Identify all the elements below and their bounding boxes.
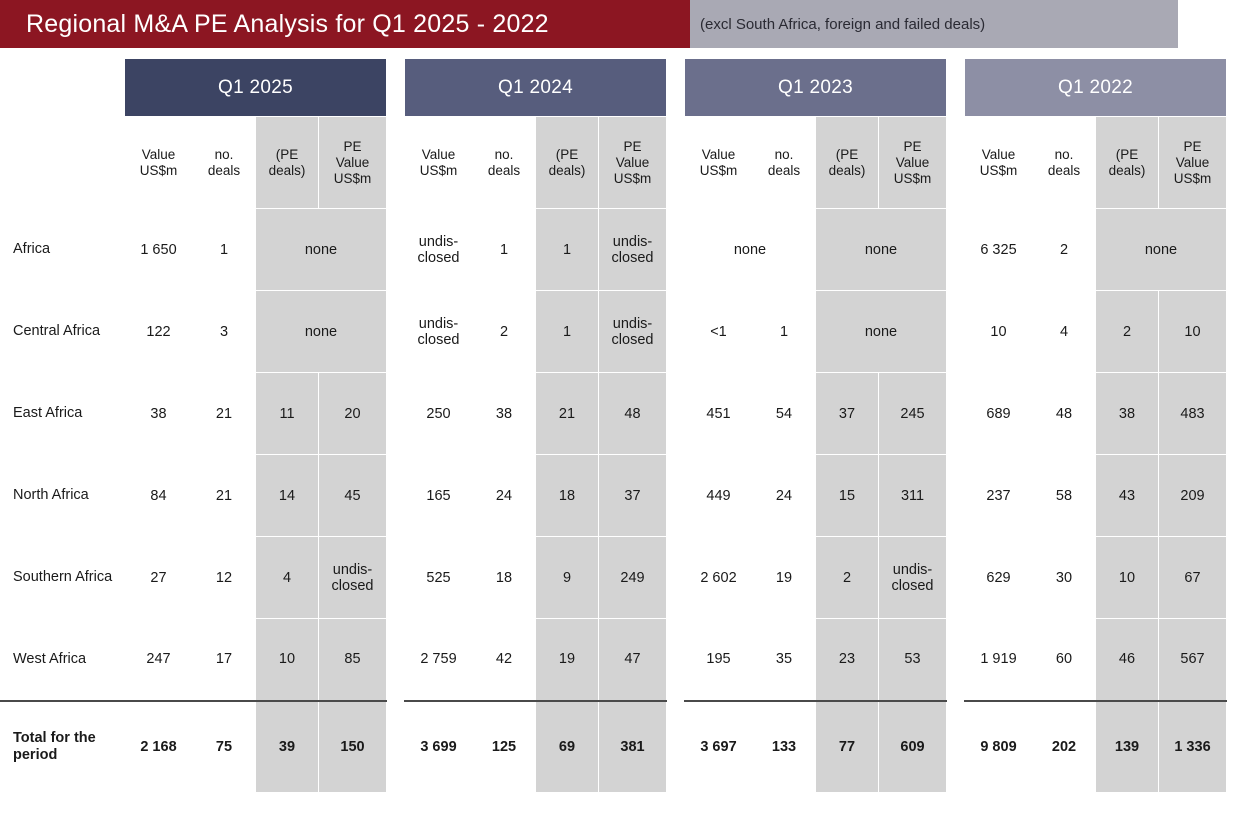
cell-2024-value: undis- closed bbox=[405, 291, 473, 373]
cell-2023-value: <1 bbox=[685, 291, 753, 373]
cell-2022-value: 1 919 bbox=[965, 619, 1033, 701]
spacer-3 bbox=[947, 59, 965, 117]
spacer-2 bbox=[667, 59, 685, 117]
cell-2023-pe-deals: 15 bbox=[816, 455, 879, 537]
row-label-central-africa: Central Africa bbox=[1, 291, 125, 373]
cell-2025-deals: 21 bbox=[193, 455, 256, 537]
total-2022-pe-value: 1 336 bbox=[1159, 701, 1227, 793]
total-2025-pe-value: 150 bbox=[319, 701, 387, 793]
total-2022-pe-deals: 139 bbox=[1096, 701, 1159, 793]
cell-2025-value: 84 bbox=[125, 455, 193, 537]
cell-2024-deals: 1 bbox=[473, 209, 536, 291]
cell-2025-value: 38 bbox=[125, 373, 193, 455]
cell-2023-pe-deals: 23 bbox=[816, 619, 879, 701]
cell-2025-pe-deals: 11 bbox=[256, 373, 319, 455]
spacer bbox=[387, 455, 405, 537]
cell-2025-value: 27 bbox=[125, 537, 193, 619]
cell-2022-pe-deals: 38 bbox=[1096, 373, 1159, 455]
cell-2024-value: 250 bbox=[405, 373, 473, 455]
cell-2022-deals: 2 bbox=[1033, 209, 1096, 291]
total-2024-deals: 125 bbox=[473, 701, 536, 793]
cell-2025-pe-merged: none bbox=[256, 291, 387, 373]
cell-2024-deals: 24 bbox=[473, 455, 536, 537]
cell-2023-deals: 35 bbox=[753, 619, 816, 701]
spacer-2b bbox=[667, 117, 685, 209]
column-header-row bbox=[1, 117, 1227, 209]
header-pe-value-q1-2024: PE Value US$m bbox=[599, 117, 667, 209]
cell-2023-pe-merged: none bbox=[816, 291, 947, 373]
header-deals-q1-2025: no. deals bbox=[193, 117, 256, 209]
cell-2025-pe-value: undis- closed bbox=[319, 537, 387, 619]
cell-2025-deals: 12 bbox=[193, 537, 256, 619]
cell-2025-pe-deals: 4 bbox=[256, 537, 319, 619]
cell-2024-deals: 38 bbox=[473, 373, 536, 455]
cell-2022-pe-value: 209 bbox=[1159, 455, 1227, 537]
spacer-1 bbox=[387, 59, 405, 117]
table-row bbox=[1, 619, 1227, 701]
cell-2023-pe-merged: none bbox=[816, 209, 947, 291]
cell-2025-value: 247 bbox=[125, 619, 193, 701]
period-header-q1-2025: Q1 2025 bbox=[125, 59, 387, 117]
header-pe-deals-q1-2022: (PE deals) bbox=[1096, 117, 1159, 209]
cell-2025-pe-deals: 14 bbox=[256, 455, 319, 537]
row-label-total: Total for the period bbox=[1, 701, 125, 793]
cell-2025-deals: 1 bbox=[193, 209, 256, 291]
spacer bbox=[667, 537, 685, 619]
cell-2022-pe-deals: 43 bbox=[1096, 455, 1159, 537]
cell-2023-value: 451 bbox=[685, 373, 753, 455]
corner-cell bbox=[1, 59, 125, 117]
header-pe-value-q1-2022: PE Value US$m bbox=[1159, 117, 1227, 209]
spacer bbox=[947, 701, 965, 793]
cell-2025-pe-value: 45 bbox=[319, 455, 387, 537]
cell-2024-pe-value: undis- closed bbox=[599, 209, 667, 291]
cell-2022-deals: 60 bbox=[1033, 619, 1096, 701]
cell-2022-value: 629 bbox=[965, 537, 1033, 619]
table-row bbox=[1, 537, 1227, 619]
cell-2022-deals: 48 bbox=[1033, 373, 1096, 455]
total-2022-deals: 202 bbox=[1033, 701, 1096, 793]
cell-2024-pe-value: 249 bbox=[599, 537, 667, 619]
cell-2024-pe-deals: 9 bbox=[536, 537, 599, 619]
table-row-total bbox=[1, 701, 1227, 793]
spacer bbox=[667, 619, 685, 701]
header-pe-value-q1-2025: PE Value US$m bbox=[319, 117, 387, 209]
cell-2022-pe-deals: 2 bbox=[1096, 291, 1159, 373]
spacer bbox=[667, 455, 685, 537]
total-2025-deals: 75 bbox=[193, 701, 256, 793]
row-label-west-africa: West Africa bbox=[1, 619, 125, 701]
cell-2022-pe-deals: 10 bbox=[1096, 537, 1159, 619]
cell-2024-pe-value: 48 bbox=[599, 373, 667, 455]
cell-2024-pe-deals: 21 bbox=[536, 373, 599, 455]
cell-2024-value: 2 759 bbox=[405, 619, 473, 701]
cell-2023-pe-deals: 37 bbox=[816, 373, 879, 455]
header-deals-q1-2024: no. deals bbox=[473, 117, 536, 209]
total-2022-value: 9 809 bbox=[965, 701, 1033, 793]
cell-2024-value: 525 bbox=[405, 537, 473, 619]
spacer bbox=[667, 291, 685, 373]
title-bar bbox=[0, 0, 1178, 48]
table-row bbox=[1, 373, 1227, 455]
spacer-3b bbox=[947, 117, 965, 209]
period-header-row bbox=[1, 59, 1227, 117]
cell-2022-pe-value: 483 bbox=[1159, 373, 1227, 455]
cell-2025-pe-value: 85 bbox=[319, 619, 387, 701]
row-label-southern-africa: Southern Africa bbox=[1, 537, 125, 619]
cell-2022-pe-value: 67 bbox=[1159, 537, 1227, 619]
table-row bbox=[1, 455, 1227, 537]
spacer bbox=[387, 619, 405, 701]
cell-2024-value: 165 bbox=[405, 455, 473, 537]
header-pe-deals-q1-2025: (PE deals) bbox=[256, 117, 319, 209]
cell-2023-value: 449 bbox=[685, 455, 753, 537]
cell-2025-deals: 21 bbox=[193, 373, 256, 455]
spacer bbox=[667, 701, 685, 793]
cell-2024-value: undis- closed bbox=[405, 209, 473, 291]
spacer bbox=[387, 537, 405, 619]
period-header-q1-2024: Q1 2024 bbox=[405, 59, 667, 117]
header-pe-value-q1-2023: PE Value US$m bbox=[879, 117, 947, 209]
cell-2024-pe-deals: 1 bbox=[536, 209, 599, 291]
cell-2024-deals: 42 bbox=[473, 619, 536, 701]
cell-2022-pe-deals: 46 bbox=[1096, 619, 1159, 701]
cell-2023-value-deals-merged: none bbox=[685, 209, 816, 291]
cell-2024-pe-value: 47 bbox=[599, 619, 667, 701]
cell-2024-pe-deals: 1 bbox=[536, 291, 599, 373]
cell-2022-pe-value: 567 bbox=[1159, 619, 1227, 701]
total-2025-pe-deals: 39 bbox=[256, 701, 319, 793]
cell-2025-pe-merged: none bbox=[256, 209, 387, 291]
cell-2023-pe-value: undis- closed bbox=[879, 537, 947, 619]
cell-2025-deals: 17 bbox=[193, 619, 256, 701]
header-deals-q1-2023: no. deals bbox=[753, 117, 816, 209]
total-2023-pe-value: 609 bbox=[879, 701, 947, 793]
spacer bbox=[947, 373, 965, 455]
cell-2023-deals: 1 bbox=[753, 291, 816, 373]
total-2024-value: 3 699 bbox=[405, 701, 473, 793]
cell-2022-pe-merged: none bbox=[1096, 209, 1227, 291]
cell-2022-value: 6 325 bbox=[965, 209, 1033, 291]
row-label-north-africa: North Africa bbox=[1, 455, 125, 537]
spacer bbox=[947, 537, 965, 619]
cell-2023-pe-deals: 2 bbox=[816, 537, 879, 619]
total-2024-pe-value: 381 bbox=[599, 701, 667, 793]
cell-2025-pe-deals: 10 bbox=[256, 619, 319, 701]
header-pe-deals-q1-2024: (PE deals) bbox=[536, 117, 599, 209]
cell-2022-value: 689 bbox=[965, 373, 1033, 455]
total-2025-value: 2 168 bbox=[125, 701, 193, 793]
cell-2023-value: 2 602 bbox=[685, 537, 753, 619]
header-value-q1-2025: Value US$m bbox=[125, 117, 193, 209]
cell-2024-pe-value: 37 bbox=[599, 455, 667, 537]
cell-2025-pe-value: 20 bbox=[319, 373, 387, 455]
total-2024-pe-deals: 69 bbox=[536, 701, 599, 793]
cell-2024-deals: 2 bbox=[473, 291, 536, 373]
cell-2023-deals: 54 bbox=[753, 373, 816, 455]
page-subtitle: (excl South Africa, foreign and failed deals) bbox=[700, 15, 986, 33]
header-deals-q1-2022: no. deals bbox=[1033, 117, 1096, 209]
cell-2024-pe-deals: 18 bbox=[536, 455, 599, 537]
spacer bbox=[387, 291, 405, 373]
cell-2024-deals: 18 bbox=[473, 537, 536, 619]
corner-cell-2 bbox=[1, 117, 125, 209]
cell-2022-pe-value: 10 bbox=[1159, 291, 1227, 373]
header-pe-deals-q1-2023: (PE deals) bbox=[816, 117, 879, 209]
cell-2024-pe-value: undis- closed bbox=[599, 291, 667, 373]
cell-2022-deals: 58 bbox=[1033, 455, 1096, 537]
cell-2023-pe-value: 311 bbox=[879, 455, 947, 537]
header-value-q1-2023: Value US$m bbox=[685, 117, 753, 209]
total-2023-value: 3 697 bbox=[685, 701, 753, 793]
spacer bbox=[947, 619, 965, 701]
cell-2025-deals: 3 bbox=[193, 291, 256, 373]
page-title: Regional M&A PE Analysis for Q1 2025 - 2022 bbox=[0, 0, 690, 48]
spacer bbox=[667, 209, 685, 291]
table-row bbox=[1, 209, 1227, 291]
cell-2023-pe-value: 245 bbox=[879, 373, 947, 455]
spacer bbox=[387, 373, 405, 455]
cell-2022-deals: 30 bbox=[1033, 537, 1096, 619]
period-header-q1-2023: Q1 2023 bbox=[685, 59, 947, 117]
table-row bbox=[1, 291, 1227, 373]
cell-2025-value: 1 650 bbox=[125, 209, 193, 291]
spacer bbox=[947, 209, 965, 291]
header-value-q1-2022: Value US$m bbox=[965, 117, 1033, 209]
spacer bbox=[387, 701, 405, 793]
period-header-q1-2022: Q1 2022 bbox=[965, 59, 1227, 117]
spacer-1b bbox=[387, 117, 405, 209]
spacer bbox=[387, 209, 405, 291]
cell-2022-value: 237 bbox=[965, 455, 1033, 537]
cell-2023-deals: 24 bbox=[753, 455, 816, 537]
header-value-q1-2024: Value US$m bbox=[405, 117, 473, 209]
cell-2023-deals: 19 bbox=[753, 537, 816, 619]
cell-2023-value: 195 bbox=[685, 619, 753, 701]
spacer bbox=[947, 291, 965, 373]
ma-pe-analysis-table bbox=[0, 58, 1227, 793]
cell-2022-deals: 4 bbox=[1033, 291, 1096, 373]
total-2023-pe-deals: 77 bbox=[816, 701, 879, 793]
cell-2025-value: 122 bbox=[125, 291, 193, 373]
total-2023-deals: 133 bbox=[753, 701, 816, 793]
row-label-east-africa: East Africa bbox=[1, 373, 125, 455]
spacer bbox=[947, 455, 965, 537]
spacer bbox=[667, 373, 685, 455]
cell-2022-value: 10 bbox=[965, 291, 1033, 373]
row-label-africa: Africa bbox=[1, 209, 125, 291]
cell-2024-pe-deals: 19 bbox=[536, 619, 599, 701]
cell-2023-pe-value: 53 bbox=[879, 619, 947, 701]
